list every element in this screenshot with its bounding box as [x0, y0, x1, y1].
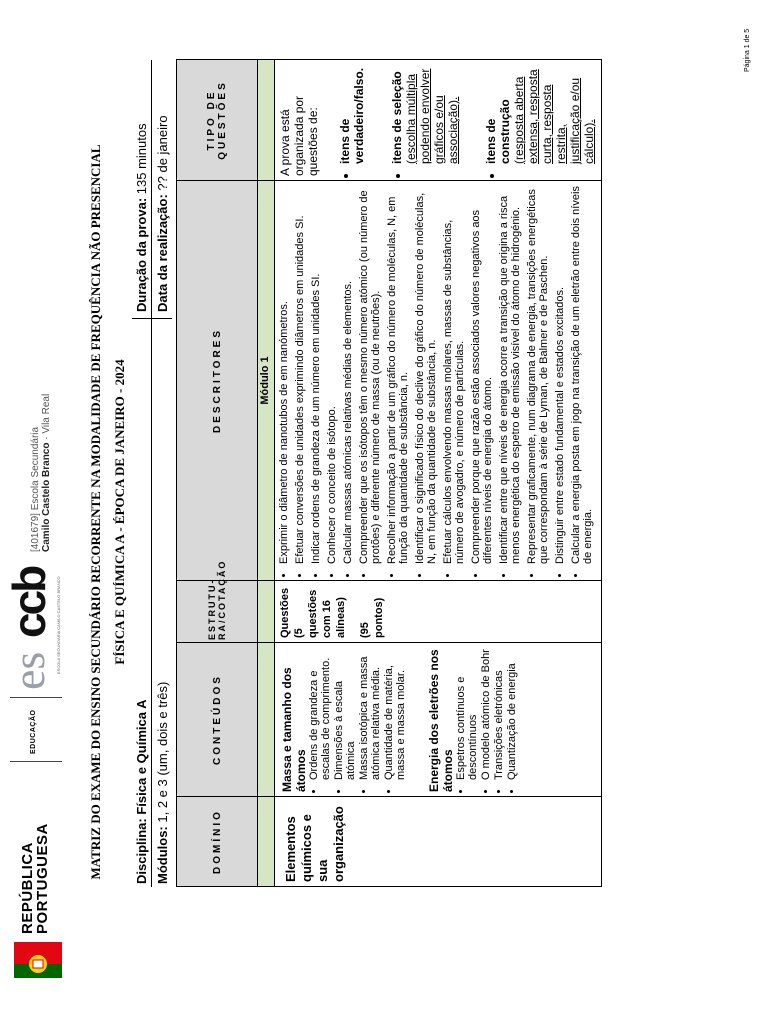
list-item: • Identificar entre que níveis de energia ocorre a transição que origina a risca menos energética do espetro de emissão visível do átomo de hidrogénio. — [498, 185, 522, 564]
duration-value: 135 minutos — [134, 123, 149, 198]
document-subtitle — [112, 0, 128, 1024]
list-item: • Recolher informação a partir de um gráfico do número de moléculas, N, em função da quantidade de substância, n. — [386, 185, 410, 564]
date-label: Data da realização: — [155, 194, 170, 312]
exam-matrix-table — [176, 59, 602, 887]
list-item: • Identificar o significado físico do declive do gráfico do número de moléculas, N, em função da quantidade de substância, n. — [414, 185, 438, 564]
list-item — [338, 64, 366, 164]
module-spacer — [258, 60, 275, 181]
school-code: [401679] Escola Secundária — [30, 426, 41, 552]
descriptors-cell — [275, 181, 602, 581]
header-contents: CONTEÚDOS — [177, 643, 258, 797]
list-item: • Indicar ordens de grandeza de um número em unidades SI. — [310, 185, 322, 564]
title-line-1: MATRIZ DO EXAME DO ENSINO SECUNDÁRIO RECORRENTE NA MODALIDADE DE FREQUÊNCIA NÃO PRESENCIAL — [88, 144, 103, 880]
table-header-row — [177, 60, 258, 887]
content-row — [275, 60, 602, 887]
item-type-construction-detail: (resposta aberta extensa, resposta curta, resposta restrita, justificação e/ou cálculo). — [512, 69, 596, 164]
modules-label: Módulos: — [155, 826, 170, 884]
header-structure: ESTRUTU-RA/COTAÇÃO — [177, 581, 258, 643]
school-identity — [30, 394, 52, 552]
date-line — [155, 115, 170, 312]
modules-line — [155, 682, 170, 884]
list-item: • Calcular massas atómicas relativas médias de elementos. — [342, 185, 354, 564]
questions-detail: (5 questões com 16 alíneas) — [293, 589, 347, 638]
republica-portuguesa-logo — [12, 768, 70, 978]
list-item: • Calcular a energia posta em jogo na transição de um eletrão entre dois níveis de energia. — [570, 185, 594, 564]
logo-es-text: es — [3, 651, 54, 690]
descriptor-list — [278, 185, 594, 576]
list-item: • Distinguir entre estado fundamental e estados excitados. — [554, 185, 566, 564]
header-divider — [10, 697, 62, 698]
list-item: • Espetros contínuos e descontínuos — [455, 647, 479, 780]
republic-name — [20, 823, 50, 934]
content-group-title: Massa e tamanho dos átomos — [280, 667, 308, 792]
discipline-value: Física e Química A — [134, 699, 149, 819]
title-line-2: FÍSICA E QUÍMICA A - ÉPOCA DE JANEIRO - 2024 — [112, 359, 127, 665]
list-item: • Efetuar cálculos envolvendo massas molares, massas de substâncias, número de avogadro, e número de partículas. — [442, 185, 466, 564]
flag-icon — [14, 942, 62, 978]
list-item: • Compreender que os isótopos têm o mesmo número atómico (ou número de protões) e diferente número de massa (ou de neutrões). — [358, 185, 382, 564]
item-type-construction: itens de construção — [484, 99, 512, 164]
republic-line-2: PORTUGUESA — [34, 823, 51, 934]
discipline-line — [134, 700, 149, 884]
header-divider — [10, 761, 62, 762]
question-types-cell — [275, 60, 602, 181]
contents-cell — [275, 643, 602, 797]
list-item: • Quantização de energia — [506, 647, 518, 780]
list-item: • Massa isotópica e massa atómica relativa média. — [358, 647, 382, 780]
question-types-list — [338, 64, 596, 176]
list-item: • Compreender porque que razão estão associados valores negativos aos diferentes níveis de energia do átomo. — [470, 185, 494, 564]
header-domain: DOMÍNIO — [177, 797, 258, 887]
list-item: • Representar graficamente, num diagrama de energia, transições energéticas que correspondam à série de Lyman, de Balmer e de Paschen. — [526, 185, 550, 564]
info-divider — [132, 318, 172, 319]
content-list — [455, 647, 518, 792]
header-descriptors: DESCRITORES — [177, 181, 258, 581]
list-item: • Ordens de grandeza e escalas de comprimento. — [308, 647, 332, 780]
document-title — [88, 0, 104, 1024]
discipline-label: Disciplina: — [134, 818, 149, 884]
list-item — [390, 64, 460, 164]
list-item: • Conhecer o conceito de isótopo. — [326, 185, 338, 564]
school-name: Camilo Castelo Branco — [41, 442, 52, 552]
header-question-types: TIPO DE QUESTÕES — [177, 60, 258, 181]
duration-line — [134, 123, 149, 312]
module-spacer — [258, 643, 275, 797]
item-type-selection-detail: (escolha múltipla podendo envolver gráficos e/ou associação). — [404, 68, 460, 164]
module-spacer — [258, 581, 275, 643]
info-rule — [151, 60, 152, 887]
modules-value: 1, 2 e 3 (um, dois e três) — [155, 681, 170, 827]
structure-cell — [275, 581, 602, 643]
logo-cb-text: ccb — [3, 567, 55, 638]
list-item: • Dimensões à escala atómica — [333, 647, 357, 780]
item-type-selection: itens de seleção — [390, 71, 404, 164]
content-group-title: Energia dos eletrões nos átomos — [427, 649, 455, 792]
list-item — [484, 64, 596, 164]
republic-line-1: REPÚBLICA — [19, 841, 36, 934]
list-item: • Efetuar conversões de unidades exprimindo diâmetros em unidades SI. — [294, 185, 306, 564]
escb-logo — [3, 560, 68, 690]
logo-tagline: ESCOLA SECUNDÁRIA CAMILO CASTELO BRANCO — [56, 576, 61, 674]
question-types-intro: A prova está organizada por questões de: — [278, 95, 320, 176]
ministry-label: EDUCAÇÃO — [30, 709, 37, 754]
list-item: • O modelo atómico de Bohr — [480, 647, 492, 780]
content-list — [308, 647, 407, 792]
points-value: (95 pontos) — [359, 597, 385, 638]
list-item: • Exprimir o diâmetro de nanotubos de em nanómetros. — [278, 185, 290, 564]
page-number: Página 1 de 5 — [744, 28, 751, 72]
domain-cell: Elementos químicos e sua organização — [275, 797, 602, 887]
duration-label: Duração da prova: — [134, 197, 149, 312]
school-place: · Vila Real — [41, 393, 52, 443]
item-type-true-false: itens de verdadeiro/falso. — [338, 67, 366, 164]
date-value: ?? de janeiro — [155, 115, 170, 195]
list-item: • Quantidade de matéria, massa e massa molar. — [383, 647, 407, 780]
module-spacer — [258, 797, 275, 887]
list-item: • Transições eletrónicas — [493, 647, 505, 780]
questions-label: Questões — [279, 587, 291, 638]
module-row — [258, 60, 275, 887]
module-label: Módulo 1 — [258, 181, 275, 581]
